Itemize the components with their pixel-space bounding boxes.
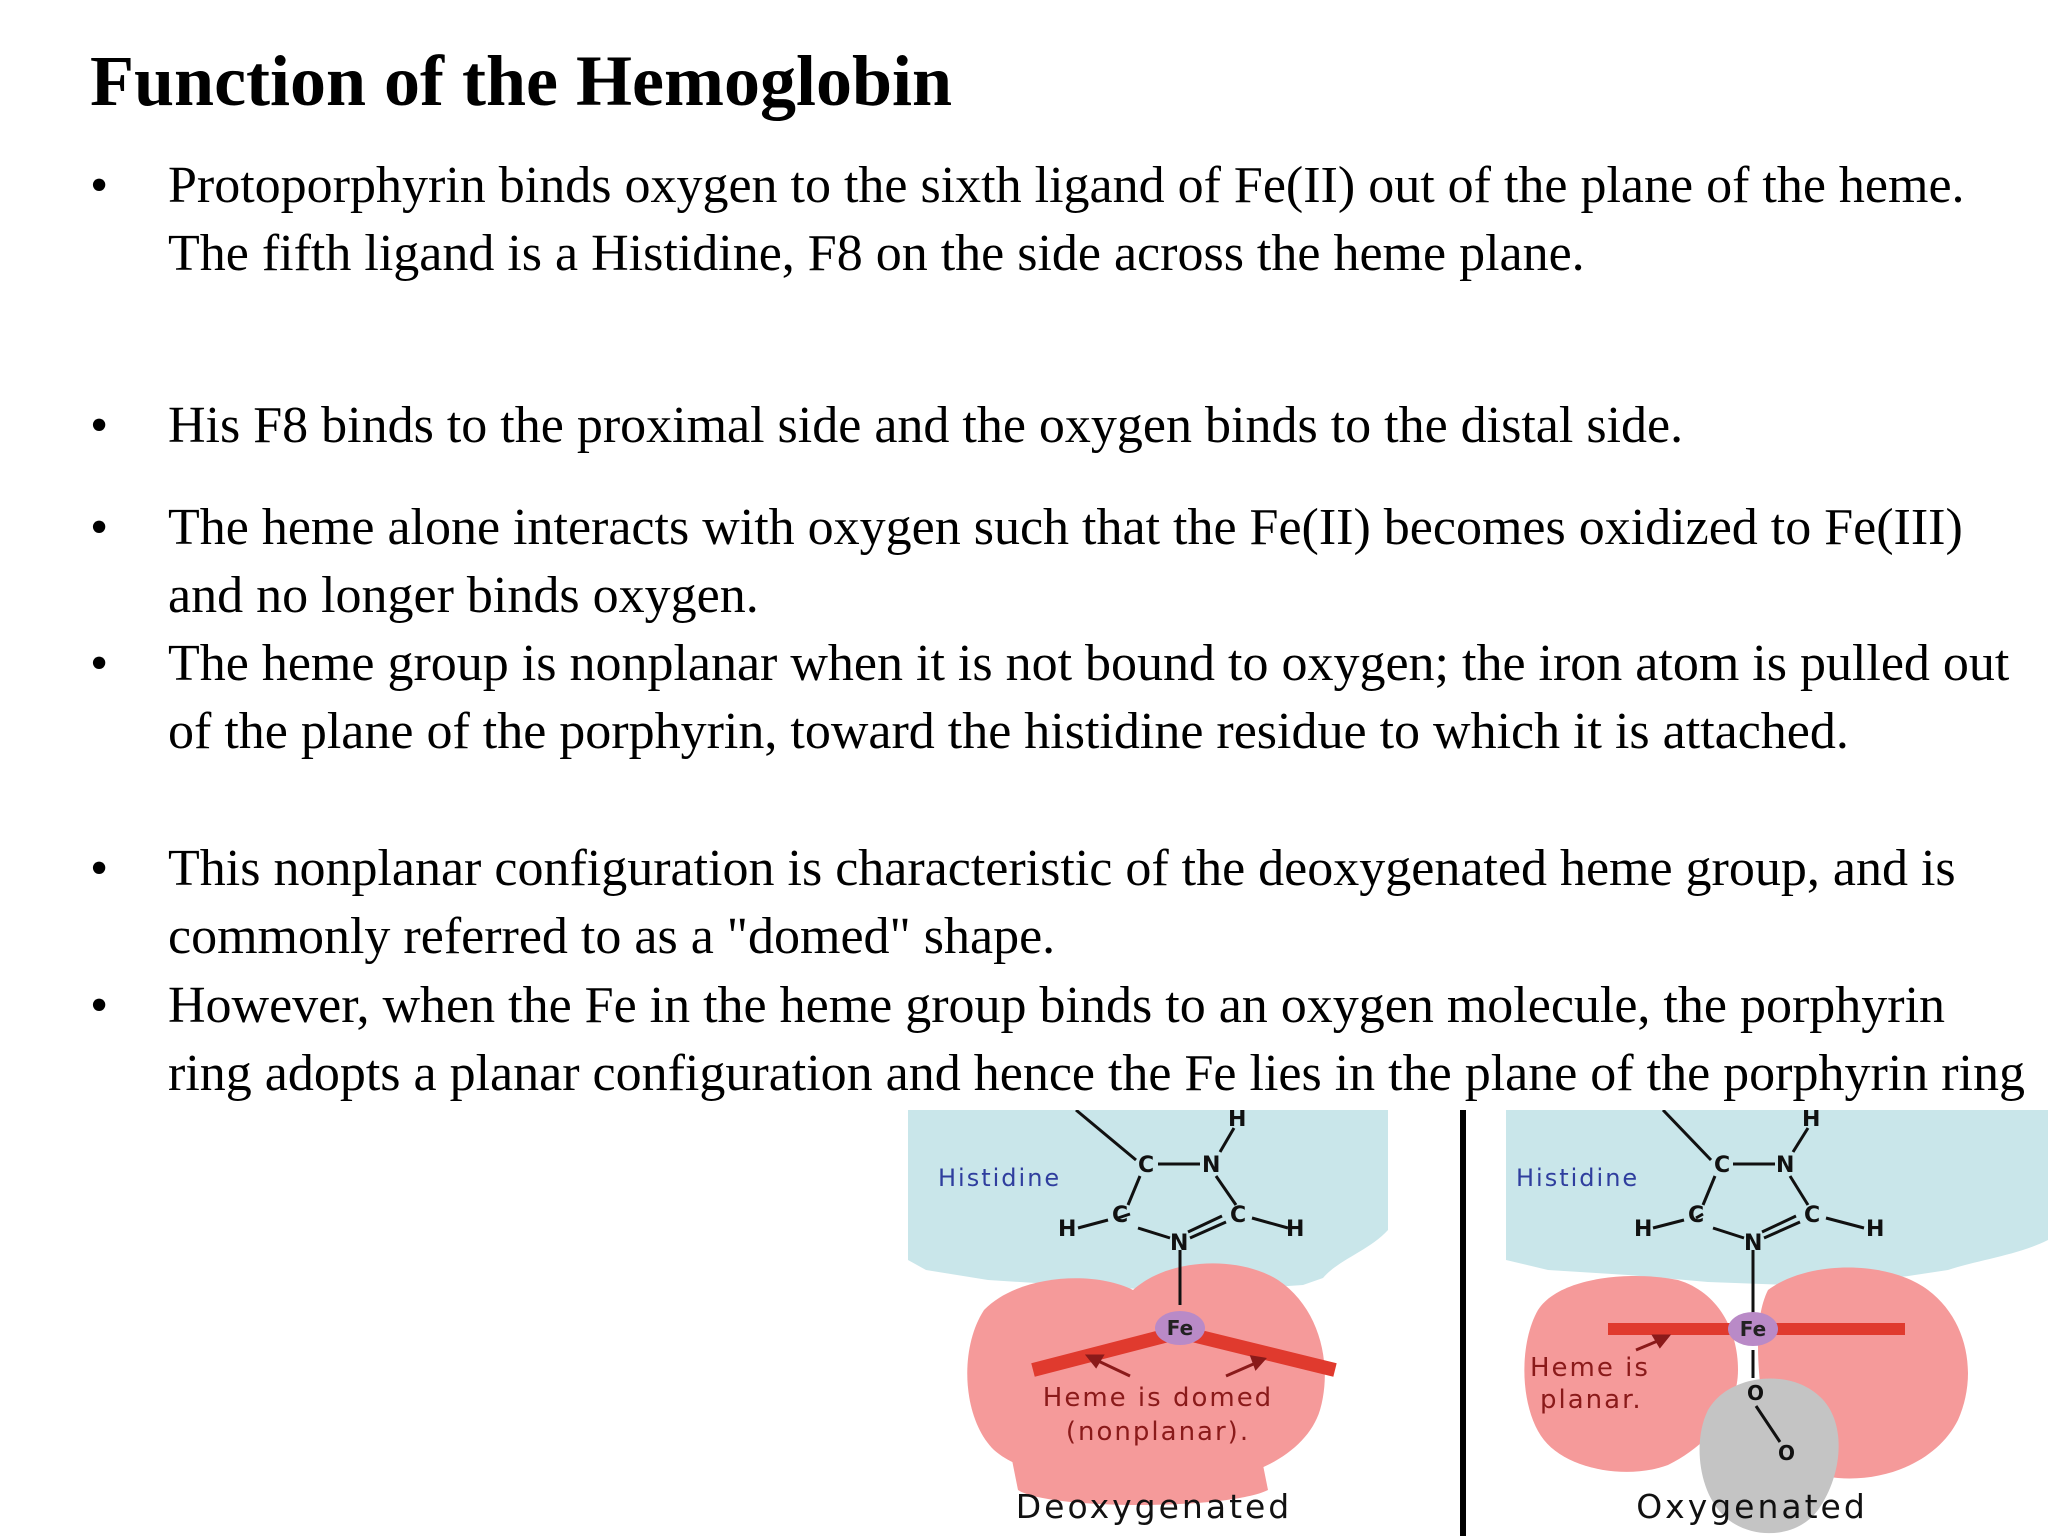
protein-region: [908, 1110, 1388, 1290]
hydrogen-atom: H: [1866, 1217, 1885, 1242]
bullet-item: [90, 392, 2040, 460]
bullet-dot: •: [90, 840, 109, 897]
carbon-atom: C: [1230, 1203, 1247, 1228]
slide-title: Function of the Hemoglobin: [90, 41, 953, 121]
bullet-text: However, when the Fe in the heme group binds to an oxygen molecule, the porphyrin ring adopts a planar configuration and hence the Fe lies in the plane of the porphyrin ring: [168, 977, 2025, 1102]
bullet-item: [90, 835, 2040, 971]
heme-planar-note: planar.: [1540, 1385, 1643, 1415]
oxygenated-caption: Oxygenated: [1636, 1487, 1868, 1526]
hydrogen-atom: H: [1058, 1217, 1077, 1242]
bullet-dot: •: [90, 157, 109, 214]
carbon-atom: C: [1688, 1203, 1705, 1228]
bullet-text: The heme alone interacts with oxygen such that the Fe(II) becomes oxidized to Fe(III) and no longer binds oxygen.: [168, 499, 1963, 624]
bullet-dot: •: [90, 635, 109, 692]
carbon-atom: C: [1112, 1203, 1129, 1228]
heme-domed-note: (nonplanar).: [1065, 1417, 1251, 1447]
heme-planar-note: Heme is: [1530, 1353, 1650, 1383]
bullet-text: The heme group is nonplanar when it is not bound to oxygen; the iron atom is pulled out of the plane of the porphyrin, toward the histidine residue to which it is attached.: [168, 635, 2010, 760]
nitrogen-atom: N: [1202, 1153, 1221, 1178]
bullet-dot: •: [90, 499, 109, 556]
bullet-text: Protoporphyrin binds oxygen to the sixth ligand of Fe(II) out of the plane of the heme. The fifth ligand is a Histidine, F8 on the side across the heme plane.: [168, 157, 1965, 282]
hydrogen-atom: H: [1228, 1110, 1247, 1132]
histidine-label: Histidine: [1516, 1164, 1640, 1192]
bullet-item: [90, 494, 2040, 630]
hydrogen-atom: H: [1802, 1110, 1821, 1132]
oxygen-atom: O: [1778, 1441, 1796, 1465]
iron-label: Fe: [1739, 1317, 1767, 1341]
carbon-atom: C: [1138, 1153, 1155, 1178]
hydrogen-atom: H: [1286, 1217, 1305, 1242]
bullet-item: [90, 630, 2040, 766]
carbon-atom: C: [1714, 1153, 1731, 1178]
heme-domed-note: Heme is domed: [1042, 1383, 1274, 1413]
bullet-dot: •: [90, 397, 109, 454]
nitrogen-atom: N: [1744, 1231, 1763, 1256]
heme-figure: [908, 1110, 2048, 1536]
protein-region: [1506, 1110, 2048, 1285]
bullet-dot: •: [90, 977, 109, 1034]
heme-diagram: [908, 1110, 2048, 1536]
deoxygenated-caption: Deoxygenated: [1015, 1487, 1293, 1526]
hydrogen-atom: H: [1634, 1217, 1653, 1242]
bullet-item: [90, 152, 2040, 288]
iron-label: Fe: [1166, 1316, 1194, 1340]
nitrogen-atom: N: [1170, 1231, 1189, 1256]
bullet-text: This nonplanar configuration is characteristic of the deoxygenated heme group, and is commonly referred to as a "domed" shape.: [168, 840, 1956, 965]
histidine-label: Histidine: [938, 1164, 1062, 1192]
bullet-item: [90, 972, 2040, 1108]
bullet-text: His F8 binds to the proximal side and the oxygen binds to the distal side.: [168, 397, 1684, 454]
nitrogen-atom: N: [1776, 1153, 1795, 1178]
oxygen-atom: O: [1747, 1381, 1765, 1405]
carbon-atom: C: [1804, 1203, 1821, 1228]
